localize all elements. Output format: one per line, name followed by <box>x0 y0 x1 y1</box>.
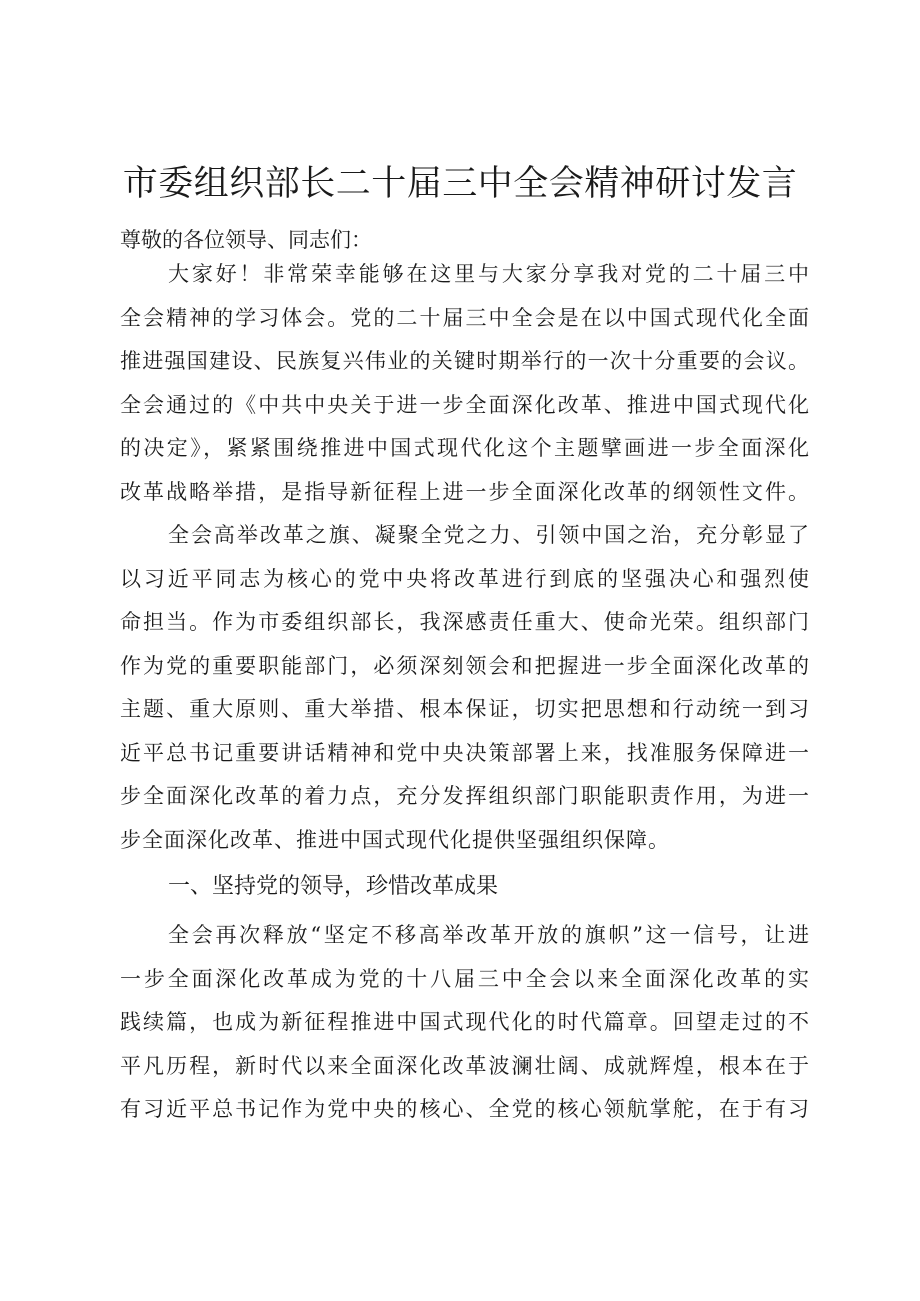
paragraph-line: 改革战略举措，是指导新征程上进一步全面深化改革的纲领性文件。 <box>120 479 810 504</box>
paragraph-line: 全会再次释放“坚定不移高举改革开放的旗帜”这一信号，让进 <box>168 923 810 947</box>
paragraph-line: 步全面深化改革的着力点，充分发挥组织部门职能职责作用，为进一 <box>120 784 810 808</box>
paragraph-line: 大家好！非常荣幸能够在这里与大家分享我对党的二十届三中 <box>168 262 810 286</box>
paragraph-line: 一步全面深化改革成为党的十八届三中全会以来全面深化改革的实 <box>120 966 810 991</box>
salutation: 尊敬的各位领导、同志们： <box>120 228 372 252</box>
paragraph-2 <box>120 514 810 862</box>
paragraph-line: 有习近平总书记作为党中央的核心、全党的核心领航掌舵，在于有习 <box>120 1097 810 1121</box>
paragraph-line: 全会精神的学习体会。党的二十届三中全会是在以中国式现代化全面 <box>120 305 810 330</box>
document-title: 市委组织部长二十届三中全会精神研讨发言 <box>122 164 798 204</box>
paragraph-line: 步全面深化改革、推进中国式现代化提供坚强组织保障。 <box>120 827 670 852</box>
paragraph-line: 近平总书记重要讲话精神和党中央决策部署上来，找准服务保障进一 <box>120 740 810 765</box>
paragraph-1 <box>120 253 810 514</box>
paragraph-line: 主题、重大原则、重大举措、根本保证，切实把思想和行动统一到习 <box>120 697 810 721</box>
paragraph-line: 命担当。作为市委组织部长，我深感责任重大、使命光荣。组织部门 <box>120 610 810 634</box>
paragraph-line: 推进强国建设、民族复兴伟业的关键时期举行的一次十分重要的会议。 <box>120 349 810 373</box>
paragraph-line: 全会通过的《中共中央关于进一步全面深化改革、推进中国式现代化 <box>120 392 810 417</box>
paragraph-3 <box>120 914 810 1132</box>
paragraph-line: 践续篇，也成为新征程推进中国式现代化的时代篇章。回望走过的不 <box>120 1010 810 1034</box>
paragraph-line: 的决定》，紧紧围绕推进中国式现代化这个主题擘画进一步全面深化 <box>120 436 810 460</box>
paragraph-line: 全会高举改革之旗、凝聚全党之力、引领中国之治，充分彰显了 <box>168 523 810 547</box>
paragraph-line: 以习近平同志为核心的党中央将改革进行到底的坚强决心和强烈使 <box>120 566 810 591</box>
section-heading: 一、坚持党的领导，珍惜改革成果 <box>168 874 499 899</box>
paragraph-line: 作为党的重要职能部门，必须深刻领会和把握进一步全面深化改革的 <box>120 653 810 678</box>
paragraph-line: 平凡历程，新时代以来全面深化改革波澜壮阔、成就辉煌，根本在于 <box>120 1053 810 1078</box>
